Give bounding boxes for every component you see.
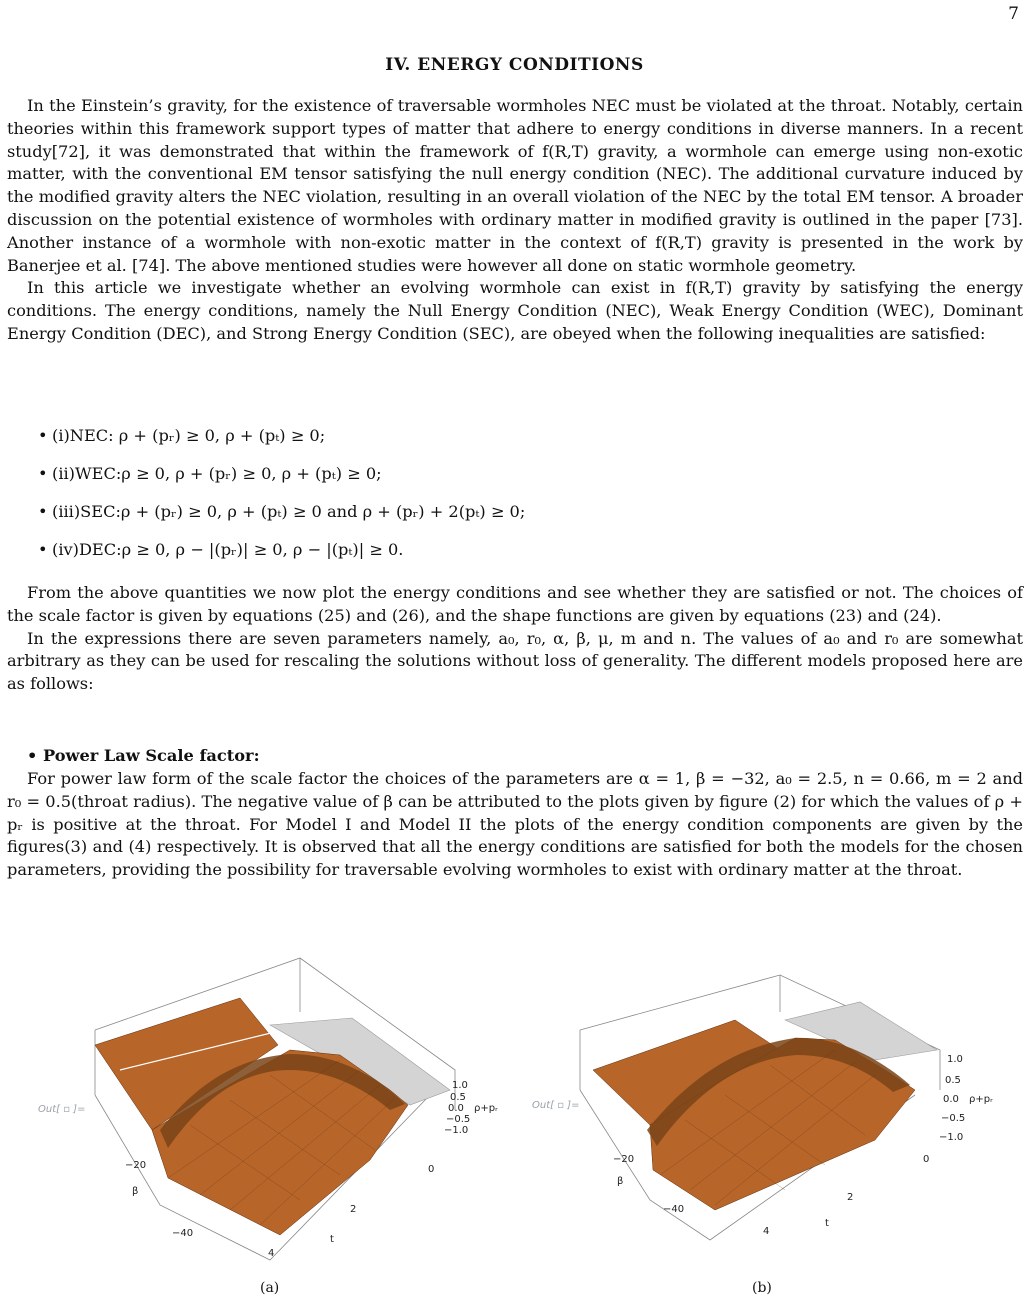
figure-a-beta-label: β (132, 1186, 139, 1197)
figure-a-t-tick: 4 (268, 1248, 275, 1259)
figure-b-beta-tick: −20 (613, 1154, 635, 1165)
figure-a-t-tick: 0 (428, 1164, 435, 1175)
paragraph-3: From the above quantities we now plot the energy conditions and see whether they are satisfied or not. The choices of the scale factor is given by equations (25) and (26), and the shape functions are given by equations (23) and (24). (7, 583, 1023, 625)
intro-block (7, 95, 1023, 346)
figure-b-t-label: t (825, 1218, 829, 1229)
figure-a-t-label: t (330, 1234, 334, 1245)
section-title: IV. ENERGY CONDITIONS (385, 55, 644, 75)
figure-b-t-tick: 0 (923, 1154, 930, 1165)
figure-b-z-tick: 0.5 (945, 1075, 961, 1086)
paragraph-5: For power law form of the scale factor the choices of the parameters are α = 1, β = −32, a₀ = 2.5, n = 0.66, m = 2 and r₀ = 0.5(throat radius). The negative value of β can be attributed to the plots given by figure (2) for which the values of ρ + pᵣ is positive at the throat. For Model I and Model II the plots of the energy condition components are given by the figures(3) and (4) respectively. It is observed that all the energy conditions are satisfied for both the models for the chosen parameters, providing the possibility for traversable evolving wormholes to exist with ordinary matter at the throat. (7, 769, 1023, 880)
conditions-list (38, 426, 525, 578)
figure-a-z-tick: 0.5 (450, 1092, 466, 1103)
figure-b-beta-tick: −40 (663, 1204, 685, 1215)
discussion-block (7, 582, 1023, 696)
condition-item: • (i)NEC: ρ + (pᵣ) ≥ 0, ρ + (pₜ) ≥ 0; (38, 426, 326, 445)
paragraph-1: In the Einstein’s gravity, for the existence of traversable wormholes NEC must be violated at the throat. Notably, certain theories within this framework support types of matter that adhere to energy conditions in diverse manners. In a recent study[72], it was demonstrated that within the framework of f(R,T) gravity, a wormhole can emerge using non-exotic matter, with the conventional EM tensor satisfying the null energy condition (NEC). The additional curvature induced by the modified gravity alters the NEC violation, resulting in an overall violation of the NEC by the total EM tensor. A broader discussion on the potential existence of wormholes with ordinary matter in modified gravity is outlined in the paper [73]. Another instance of a wormhole with non-exotic matter in the context of f(R,T) gravity is presented in the work by Banerjee et al. [74]. The above mentioned studies were however all done on static wormhole geometry. (7, 96, 1023, 275)
figure-b-z-tick: −0.5 (941, 1113, 966, 1124)
figure-b-caption: (b) (752, 1280, 772, 1296)
figure-a-caption: (a) (260, 1280, 280, 1296)
figure-a-out-label: Out[ ▫ ]= (38, 1104, 86, 1115)
figure-b-t-tick: 2 (847, 1192, 854, 1203)
condition-item: • (iii)SEC:ρ + (pᵣ) ≥ 0, ρ + (pₜ) ≥ 0 and ρ + (pᵣ) + 2(pₜ) ≥ 0; (38, 502, 526, 521)
figure-a-z-tick: −0.5 (446, 1114, 471, 1125)
figure-a-z-tick: −1.0 (444, 1125, 469, 1136)
page-number: 7 (1008, 4, 1019, 24)
figure-b-z-tick: −1.0 (939, 1132, 964, 1143)
condition-item: • (iv)DEC:ρ ≥ 0, ρ − |(pᵣ)| ≥ 0, ρ − |(pₜ)| ≥ 0. (38, 540, 404, 559)
figure-b-t-tick: 4 (763, 1226, 770, 1237)
figure-b-z-tick: 1.0 (947, 1054, 963, 1065)
figure-b-beta-label: β (617, 1176, 624, 1187)
figure-b-plot (575, 950, 995, 1270)
figure-a-plot (90, 950, 510, 1270)
figure-a-z-label: ρ+pᵣ (474, 1103, 498, 1114)
figure-b-z-label: ρ+pᵣ (969, 1094, 993, 1105)
power-law-block (7, 768, 1023, 882)
figure-a-z-tick: 1.0 (452, 1080, 468, 1091)
paragraph-4: In the expressions there are seven parameters namely, a₀, r₀, α, β, μ, m and n. The values of a₀ and r₀ are somewhat arbitrary as they can be used for rescaling the solutions without loss of generality. The different models proposed here are as follows: (7, 628, 1023, 694)
figure-a-beta-tick: −40 (172, 1228, 194, 1239)
condition-item: • (ii)WEC:ρ ≥ 0, ρ + (pᵣ) ≥ 0, ρ + (pₜ) ≥ 0; (38, 464, 382, 483)
figure-a-z-tick: 0.0 (448, 1103, 464, 1114)
figure-b-z-tick: 0.0 (943, 1094, 959, 1105)
paragraph-2: In this article we investigate whether an evolving wormhole can exist in f(R,T) gravity by satisfying the energy conditions. The energy conditions, namely the Null Energy Condition (NEC), Weak Energy Condition (WEC), Dominant Energy Condition (DEC), and Strong Energy Condition (SEC), are obeyed when the following inequalities are satisfied: (7, 278, 1023, 343)
subheading: • Power Law Scale factor: (27, 746, 260, 765)
figure-b-out-label: Out[ ▫ ]= (532, 1100, 580, 1111)
figure-a-beta-tick: −20 (125, 1160, 147, 1171)
figure-a-t-tick: 2 (350, 1204, 357, 1215)
